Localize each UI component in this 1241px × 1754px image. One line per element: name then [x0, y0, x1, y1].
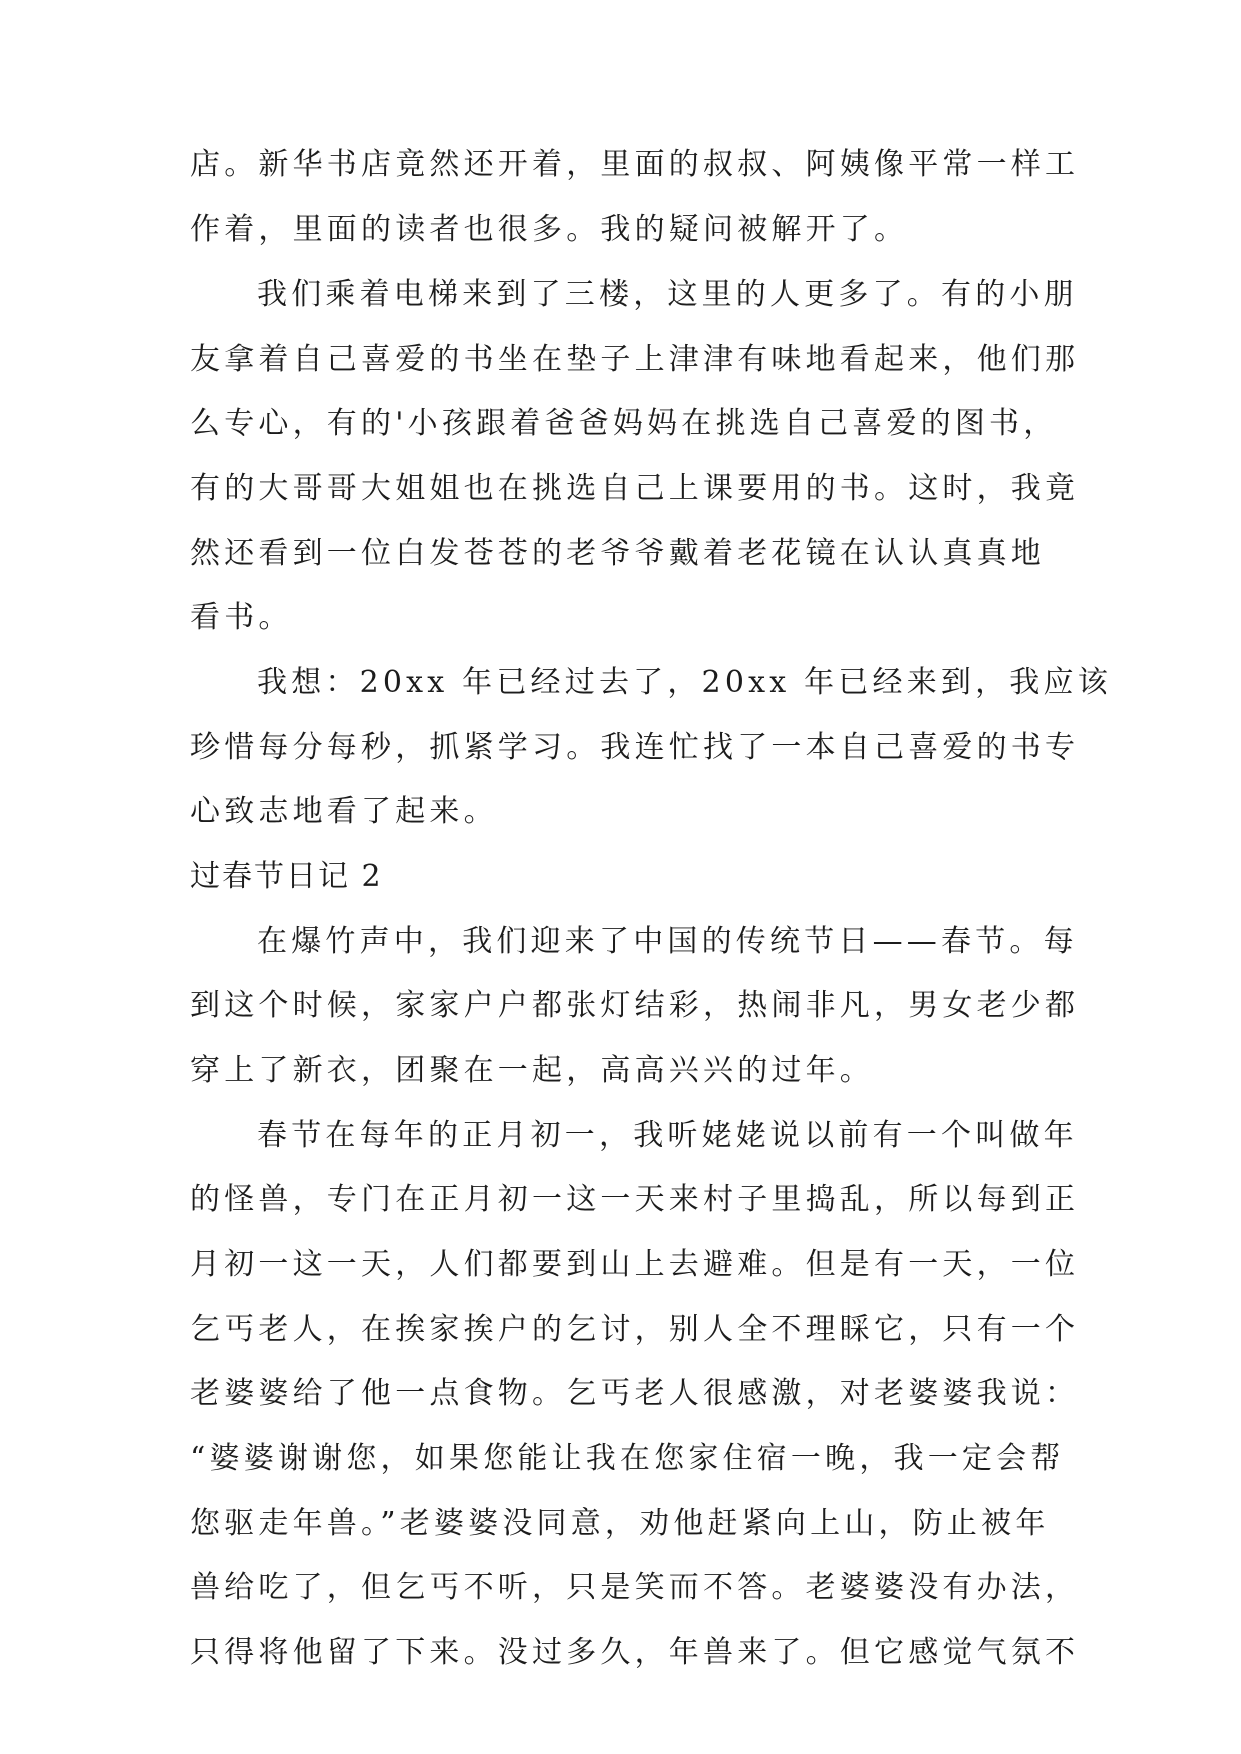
- text-line: 然还看到一位白发苍苍的老爷爷戴着老花镜在认认真真地: [190, 536, 1045, 571]
- text-line: 老婆婆给了他一点食物。乞丐老人很感激，对老婆婆我说：: [190, 1376, 1080, 1411]
- text-line: 作着，里面的读者也很多。我的疑问被解开了。: [190, 212, 909, 247]
- text-line: 乞丐老人，在挨家挨户的乞讨，别人全不理睬它，只有一个: [190, 1312, 1080, 1347]
- paragraph-start: 在爆竹声中，我们迎来了中国的传统节日——春节。每: [257, 924, 1078, 959]
- paragraph-start: 我想：20xx 年已经过去了，20xx 年已经来到，我应该: [257, 665, 1112, 700]
- paragraph-start: 我们乘着电梯来到了三楼，这里的人更多了。有的小朋: [257, 277, 1078, 312]
- text-line: 友拿着自己喜爱的书坐在垫子上津津有味地看起来，他们那: [190, 342, 1080, 377]
- text-line: 穿上了新衣，团聚在一起，高高兴兴的过年。: [190, 1053, 874, 1088]
- text-line: 的怪兽，专门在正月初一这一天来村子里捣乱，所以每到正: [190, 1182, 1080, 1217]
- text-line: 珍惜每分每秒，抓紧学习。我连忙找了一本自己喜爱的书专: [190, 730, 1080, 765]
- paragraph-start: 春节在每年的正月初一，我听姥姥说以前有一个叫做年: [257, 1118, 1078, 1153]
- text-line: 么专心，有的'小孩跟着爸爸妈妈在挑选自己喜爱的图书，: [190, 406, 1058, 441]
- text-line: 店。新华书店竟然还开着，里面的叔叔、阿姨像平常一样工: [190, 147, 1080, 182]
- text-line: 月初一这一天，人们都要到山上去避难。但是有一天，一位: [190, 1247, 1080, 1282]
- text-line: 到这个时候，家家户户都张灯结彩，热闹非凡，男女老少都: [190, 988, 1080, 1023]
- text-line: 心致志地看了起来。: [190, 794, 498, 829]
- text-line: 您驱走年兽。”老婆婆没同意，劝他赶紧向上山，防止被年: [190, 1506, 1050, 1541]
- text-line: 兽给吃了，但乞丐不听，只是笑而不答。老婆婆没有办法，: [190, 1570, 1080, 1605]
- text-line: 只得将他留了下来。没过多久，年兽来了。但它感觉气氛不: [190, 1635, 1080, 1670]
- text-line: 看书。: [190, 600, 293, 635]
- text-line: “婆婆谢谢您，如果您能让我在您家住宿一晚，我一定会帮: [190, 1441, 1065, 1476]
- text-line: 有的大哥哥大姐姐也在挑选自己上课要用的书。这时，我竟: [190, 471, 1080, 506]
- section-heading: 过春节日记 2: [190, 859, 383, 894]
